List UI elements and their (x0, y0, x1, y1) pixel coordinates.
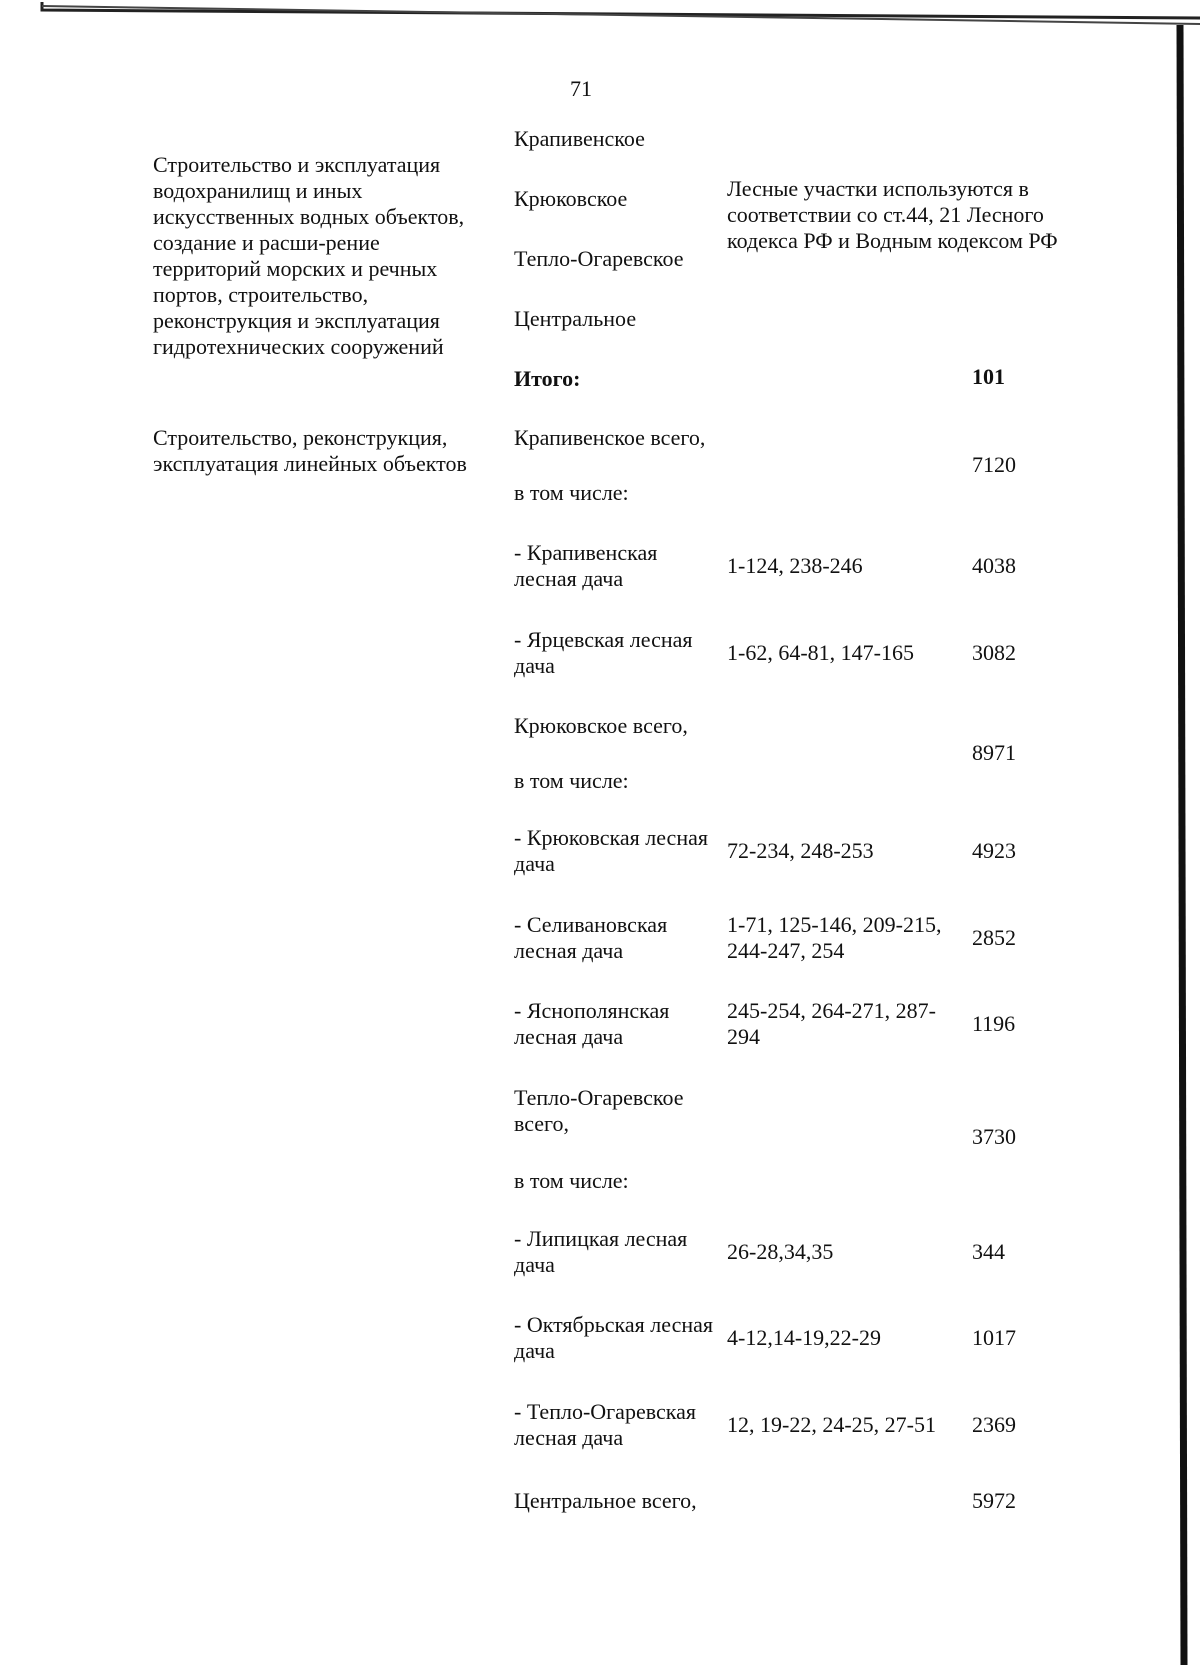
including-label: в том числе: (514, 768, 629, 793)
dacha-name: - Ярцевская лесная дача (514, 627, 693, 678)
forestry-total-name: Крюковское всего, (514, 713, 688, 738)
scan-edge-right (1140, 0, 1200, 1665)
quarters: 1-124, 238-246 (727, 553, 863, 578)
area-value: 1196 (972, 1011, 1016, 1036)
usage-note: Лесные участки используются в соответствии со ст.44, 21 Лесного кодекса РФ и Водным кодексом РФ (727, 176, 1058, 253)
forestry-name: Крапивенское (514, 126, 645, 151)
area-value: 4038 (972, 553, 1016, 578)
purpose-linear: Строительство, реконструкция, эксплуатация линейных объектов (153, 425, 467, 476)
area-value: 1017 (972, 1325, 1016, 1350)
quarters: 1-71, 125-146, 209-215, 244-247, 254 (727, 912, 942, 963)
quarters: 26-28,34,35 (727, 1239, 834, 1264)
quarters: 245-254, 264-271, 287-294 (727, 998, 936, 1049)
forestry-name: Тепло-Огаревское (514, 246, 684, 271)
forestry-name: Центральное (514, 306, 637, 331)
dacha-name: - Яснополянская лесная дача (514, 998, 670, 1049)
quarters: 12, 19-22, 24-25, 27-51 (727, 1412, 936, 1437)
area-value: 3082 (972, 640, 1016, 665)
area-value: 4923 (972, 838, 1016, 863)
forestry-total-name: Тепло-Огаревское всего, (514, 1085, 684, 1136)
page-number: 71 (570, 76, 592, 101)
area-value: 3730 (972, 1124, 1016, 1149)
including-label: в том числе: (514, 480, 629, 505)
quarters: 72-234, 248-253 (727, 838, 874, 863)
quarters: 4-12,14-19,22-29 (727, 1325, 881, 1350)
area-value: 344 (972, 1239, 1005, 1264)
forestry-total-name: Центральное всего, (514, 1488, 697, 1513)
dacha-name: - Октябрьская лесная дача (514, 1312, 713, 1363)
total-label: Итого: (514, 366, 581, 391)
area-value: 2369 (972, 1412, 1016, 1437)
area-value: 2852 (972, 925, 1016, 950)
forestry-total-name: Крапивенское всего, (514, 425, 706, 450)
area-value: 8971 (972, 740, 1016, 765)
dacha-name: - Липицкая лесная дача (514, 1226, 688, 1277)
dacha-name: - Селивановская лесная дача (514, 912, 668, 963)
purpose-hydro: Строительство и эксплуатация водохранилищ и иных искусственных водных объектов, создание и расши-рение территорий морских и речных портов, строительство, реконструкция и эксплуатация гидротехнических сооружений (153, 152, 465, 359)
scan-edge-top (40, 0, 1200, 34)
dacha-name: - Крапивенская лесная дача (514, 540, 658, 591)
including-label: в том числе: (514, 1168, 629, 1193)
dacha-name: - Тепло-Огаревская лесная дача (514, 1399, 696, 1450)
quarters: 1-62, 64-81, 147-165 (727, 640, 914, 665)
area-value: 7120 (972, 452, 1016, 477)
area-value: 5972 (972, 1488, 1016, 1513)
dacha-name: - Крюковская лесная дача (514, 825, 708, 876)
total-value: 101 (972, 364, 1005, 389)
forestry-name: Крюковское (514, 186, 628, 211)
